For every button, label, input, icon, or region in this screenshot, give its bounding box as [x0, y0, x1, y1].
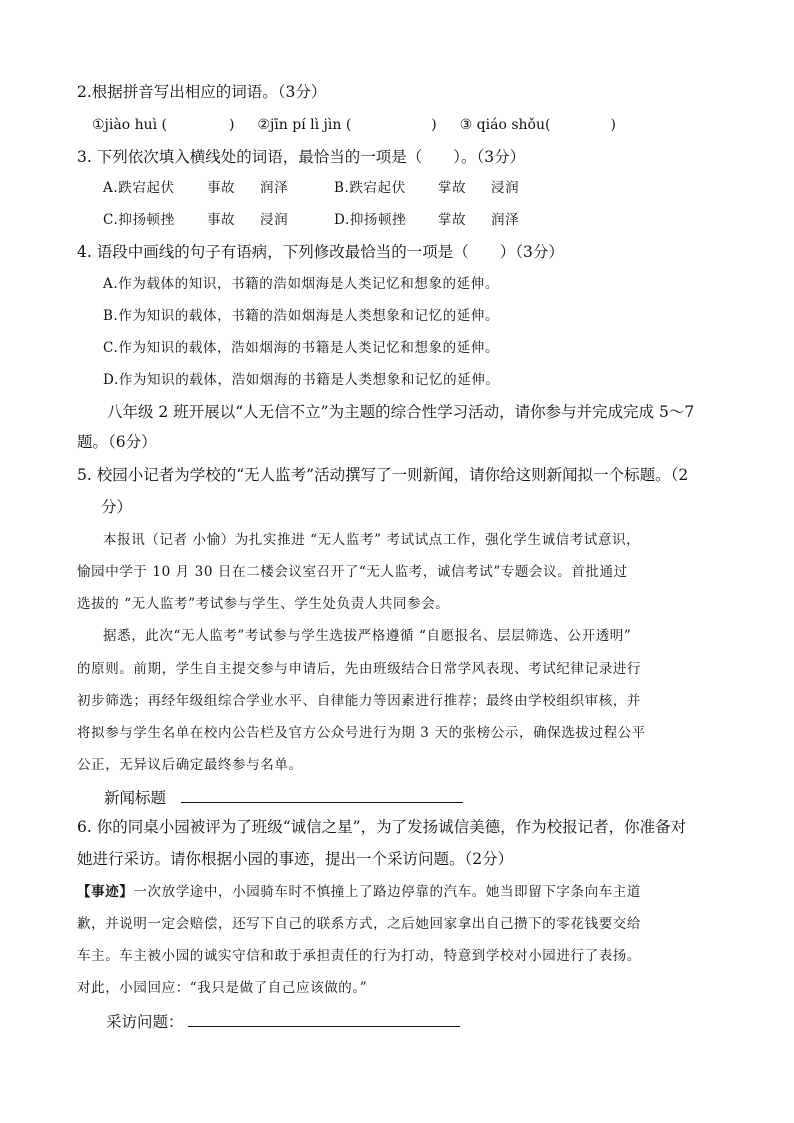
option-d-word-1: D.抑扬顿挫	[334, 212, 407, 228]
deed-line-3: 车主。车主被小园的诚实守信和敢于承担责任的行为打动，特意到学校对小园进行了表扬。	[77, 948, 641, 964]
news-title-label: 新闻标题	[104, 789, 167, 807]
question-4-option-c: C.作为知识的载体，浩如烟海的书籍是人类记忆和想象的延伸。	[103, 340, 500, 356]
option-a-word-2: 事故	[207, 180, 236, 196]
question-6-stem-line-2: 她进行采访。请你根据小园的事迹，提出一个采访问题。（2分）	[77, 850, 514, 868]
deed-label: 【事迹】	[77, 884, 134, 900]
option-a-word-1: A.跌宕起伏	[103, 180, 175, 196]
pinyin-item-1: ①jiào huì (	[92, 117, 168, 133]
deed-line-4: 对此，小园回应：“我只是做了自己应该做的。”	[77, 980, 368, 996]
option-b-word-1: B.跌宕起伏	[334, 180, 406, 196]
news-line-8: 公正，无异议后确定最终参与名单。	[77, 757, 303, 773]
section-intro-line-2: 题。（6分）	[77, 433, 157, 451]
question-5-stem-line-2: 分）	[101, 498, 133, 516]
option-b-word-3: 浸润	[491, 180, 520, 196]
news-line-7: 将拟参与学生名单在校内公告栏及官方公众号进行为期 3 天的张榜公示，确保选拔过程公平	[77, 725, 646, 741]
question-4-stem: 4. 语段中画线的句子有语病，下列修改最恰当的一项是（ ）（3分）	[77, 243, 564, 261]
deed-line-1	[77, 882, 641, 902]
option-c-word-2: 事故	[207, 212, 236, 228]
pinyin-item-2-close: )	[431, 117, 437, 133]
question-3-options-row-1	[103, 178, 519, 198]
question-4-option-a: A.作为载体的知识，书籍的浩如烟海是人类记忆和想象的延伸。	[103, 276, 499, 292]
news-line-4: 据悉，此次“无人监考”考试参与学生选拔严格遵循 “自愿报名、层层筛选、公开透明”	[103, 628, 632, 644]
question-4-option-d: D.作为知识的载体，浩如烟海的书籍是人类想象和记忆的延伸。	[103, 372, 500, 388]
news-line-5: 的原则。前期，学生自主提交参与申请后，先由班级结合日常学风表现、考试纪律记录进行	[77, 661, 641, 677]
question-5-stem-line-1: 5. 校园小记者为学校的“无人监考”活动撰写了一则新闻，请你给这则新闻拟一个标题。（2	[77, 466, 689, 484]
question-6-stem-line-1: 6. 你的同桌小园被评为了班级“诚信之星”，为了发扬诚信美德，作为校报记者，你准备对	[77, 818, 687, 836]
option-a-word-3: 润泽	[260, 180, 289, 196]
news-line-6: 初步筛选；再经年级组综合学业水平、自律能力等因素进行推荐；最终由学校组织审核，并	[77, 693, 641, 709]
option-d-word-3: 润泽	[491, 212, 520, 228]
deed-text-1: 一次放学途中，小园骑车时不慎撞上了路边停靠的汽车。她当即留下字条向车主道	[133, 884, 642, 900]
news-title-answer-row	[104, 786, 463, 808]
option-c-word-3: 浸润	[260, 212, 289, 228]
news-line-3: 选拔的 “无人监考”考试参与学生、学生处负责人共同参会。	[77, 596, 450, 612]
interview-answer-row	[106, 1010, 460, 1032]
option-b-word-2: 掌故	[438, 180, 467, 196]
deed-line-2: 歉，并说明一定会赔偿，还写下自己的联系方式，之后她回家拿出自己攒下的零花钱要交给	[77, 916, 641, 932]
news-line-1: 本报讯（记者 小愉）为扎实推进 “无人监考” 考试试点工作，强化学生诚信考试意识，	[103, 532, 641, 548]
news-title-answer-line[interactable]	[181, 786, 463, 803]
option-d-word-2: 掌故	[438, 212, 467, 228]
option-c-word-1: C.抑扬顿挫	[103, 212, 175, 228]
interview-question-label: 采访问题：	[106, 1013, 184, 1031]
question-4-option-b: B.作为知识的载体，书籍的浩如烟海是人类想象和记忆的延伸。	[103, 308, 500, 324]
pinyin-item-1-close: )	[229, 117, 235, 133]
question-3-stem: 3. 下列依次填入横线处的词语，最恰当的一项是（ ）。（3分）	[77, 148, 526, 166]
news-line-2: 愉园中学于 10 月 30 日在二楼会议室召开了“无人监考，诚信考试”专题会议。首批通过	[77, 564, 628, 580]
pinyin-item-3-close: )	[610, 117, 616, 133]
section-intro-line-1: 八年级 2 班开展以“人无信不立”为主题的综合性学习活动，请你参与并完成完成 5～7	[107, 403, 695, 421]
question-3-options-row-2	[103, 210, 519, 230]
question-2-stem: 2.根据拼音写出相应的词语。（3分）	[77, 83, 327, 101]
interview-answer-line[interactable]	[188, 1010, 460, 1027]
pinyin-item-2: ②jīn pí lì jìn (	[257, 117, 352, 133]
pinyin-item-3: ③ qiáo shǒu(	[459, 117, 551, 133]
question-2-pinyin-row	[92, 115, 616, 135]
